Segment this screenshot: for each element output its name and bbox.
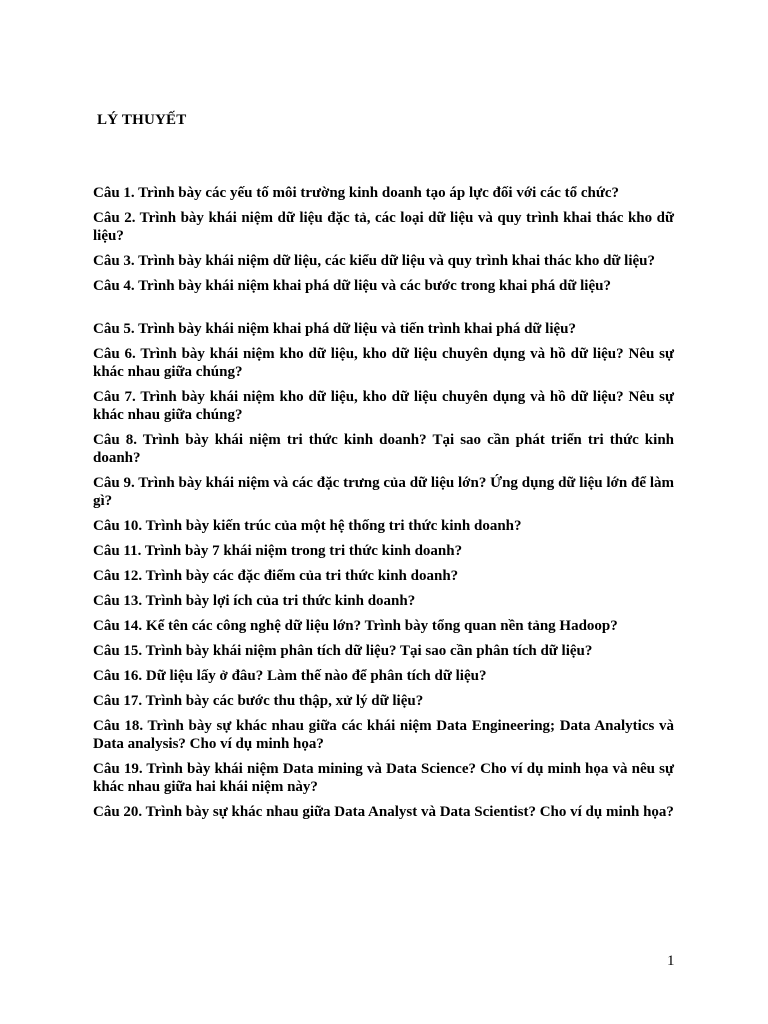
question-11: Câu 11. Trình bày 7 khái niệm trong tri thức kinh doanh? [93,543,463,559]
question-15: Câu 15. Trình bày khái niệm phân tích dữ liệu? Tại sao cần phân tích dữ liệu? [93,643,593,659]
section-heading: LÝ THUYẾT [97,112,187,128]
question-8: Câu 8. Trình bày khái niệm tri thức kinh doanh? Tại sao cần phát triển tri thức kinh doanh? [93,432,674,466]
question-6: Câu 6. Trình bày khái niệm kho dữ liệu, kho dữ liệu chuyên dụng và hồ dữ liệu? Nêu sự khác nhau giữa chúng? [93,346,674,380]
question-5: Câu 5. Trình bày khái niệm khai phá dữ liệu và tiến trình khai phá dữ liệu? [93,321,577,337]
question-12: Câu 12. Trình bày các đặc điểm của tri thức kinh doanh? [93,568,459,584]
question-1: Câu 1. Trình bày các yếu tố môi trường kinh doanh tạo áp lực đối với các tổ chức? [93,185,620,201]
question-16: Câu 16. Dữ liệu lấy ở đâu? Làm thế nào để phân tích dữ liệu? [93,668,487,684]
question-4: Câu 4. Trình bày khái niệm khai phá dữ liệu và các bước trong khai phá dữ liệu? [93,278,611,294]
question-17: Câu 17. Trình bày các bước thu thập, xử lý dữ liệu? [93,693,424,709]
question-list [93,184,674,828]
question-18: Câu 18. Trình bày sự khác nhau giữa các khái niệm Data Engineering; Data Analytics và Data analysis? Cho ví dụ minh họa? [93,718,674,752]
question-7: Câu 7. Trình bày khái niệm kho dữ liệu, kho dữ liệu chuyên dụng và hồ dữ liệu? Nêu sự khác nhau giữa chúng? [93,389,674,423]
question-9: Câu 9. Trình bày khái niệm và các đặc trưng của dữ liệu lớn? Ứng dụng dữ liệu lớn để làm gì? [93,475,674,509]
page-number: 1 [667,953,675,969]
question-2: Câu 2. Trình bày khái niệm dữ liệu đặc tả, các loại dữ liệu và quy trình khai thác kho dữ liệu? [93,210,674,244]
question-14: Câu 14. Kể tên các công nghệ dữ liệu lớn? Trình bày tổng quan nền tảng Hadoop? [93,618,618,634]
question-20: Câu 20. Trình bày sự khác nhau giữa Data Analyst và Data Scientist? Cho ví dụ minh họa? [93,804,674,820]
question-19: Câu 19. Trình bày khái niệm Data mining và Data Science? Cho ví dụ minh họa và nêu sự khác nhau giữa hai khái niệm này? [93,761,674,795]
question-10: Câu 10. Trình bày kiến trúc của một hệ thống tri thức kinh doanh? [93,518,522,534]
question-13: Câu 13. Trình bày lợi ích của tri thức kinh doanh? [93,593,416,609]
question-3: Câu 3. Trình bày khái niệm dữ liệu, các kiểu dữ liệu và quy trình khai thác kho dữ liệu? [93,253,655,269]
